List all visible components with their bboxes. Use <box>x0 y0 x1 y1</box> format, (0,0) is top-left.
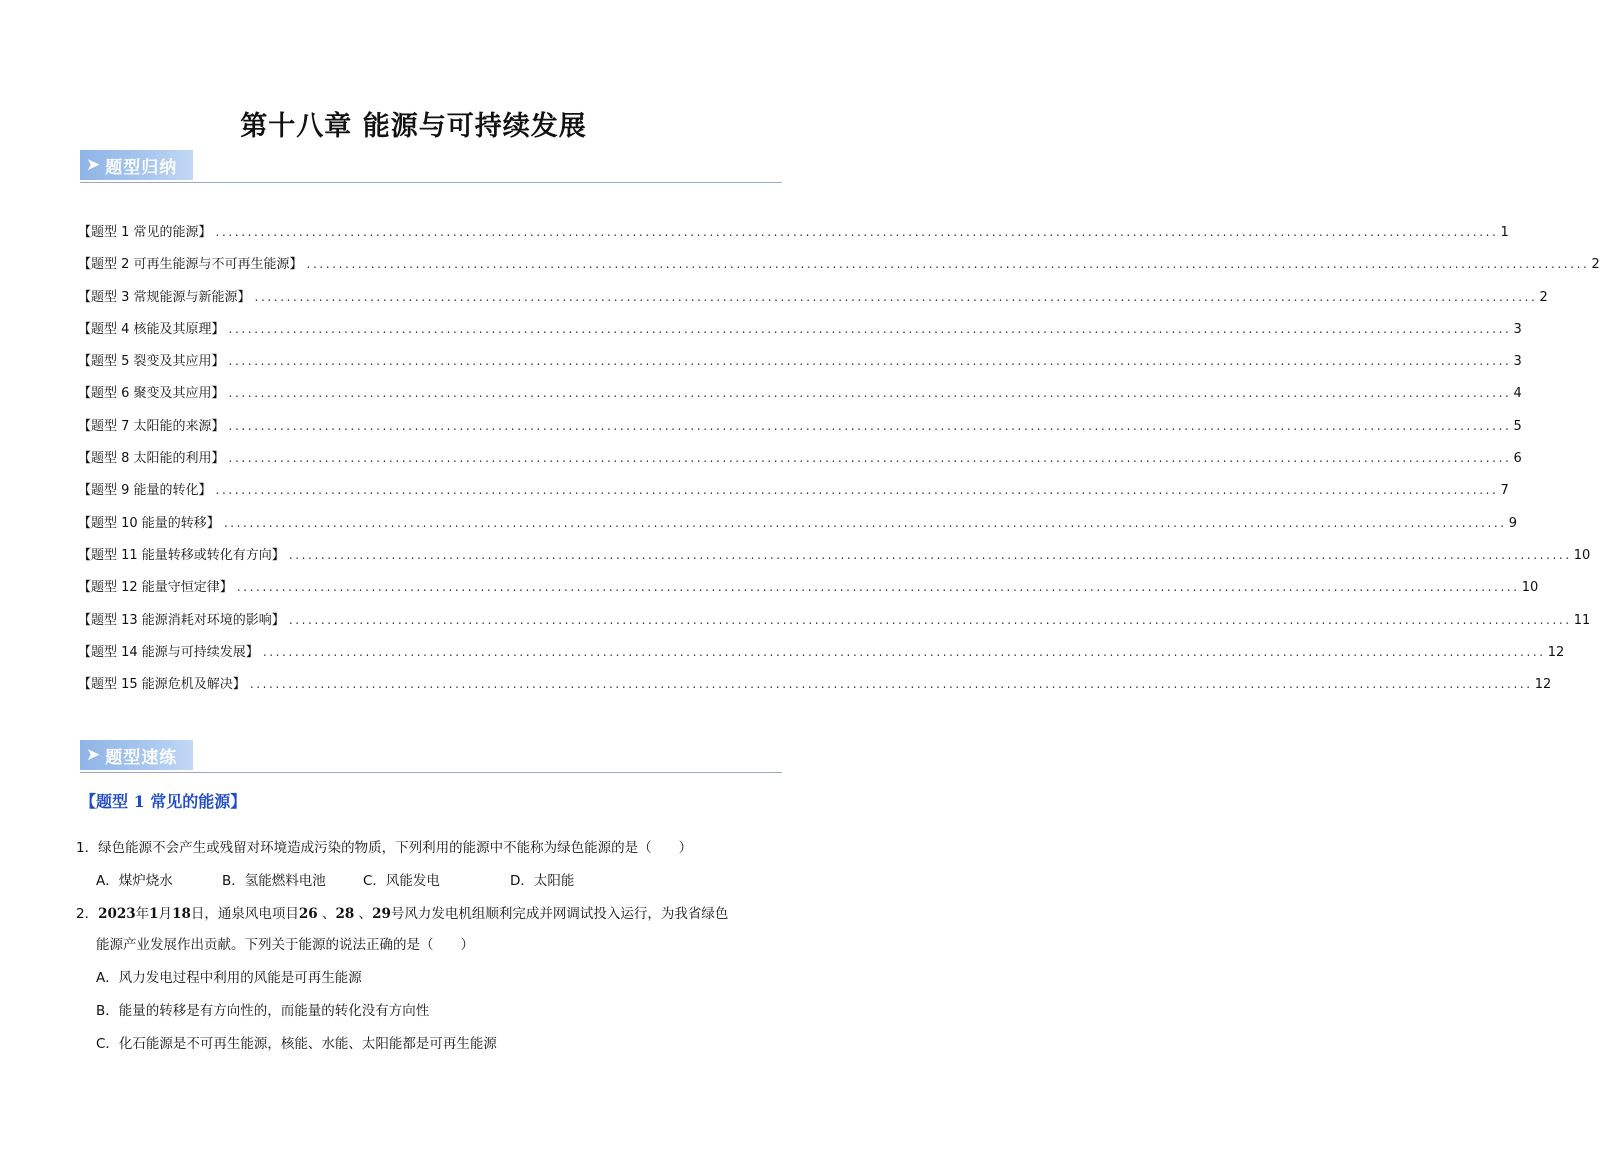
toc-leader-dots: ........................................................................................................................................................................................................ <box>249 677 1533 692</box>
toc-leader-dots: ........................................................................................................................................................................................................ <box>262 644 1546 659</box>
toc-leader-dots: ........................................................................................................................................................................................................ <box>254 289 1538 304</box>
section-tab <box>80 740 193 770</box>
toc-entry-label: 【题型 4 核能及其原理】 <box>78 321 225 337</box>
q2-month: 1 <box>149 906 159 922</box>
section-header-practice <box>80 740 782 774</box>
toc-entry-label: 【题型 12 能量守恒定律】 <box>78 580 233 596</box>
toc-entry[interactable] <box>78 512 1517 544</box>
toc-leader-dots: ........................................................................................................................................................................................................ <box>228 321 1512 336</box>
toc-entry-label: 【题型 8 太阳能的利用】 <box>78 451 225 467</box>
toc-entry[interactable] <box>78 641 1565 673</box>
table-of-contents <box>78 221 1600 705</box>
toc-leader-dots: ........................................................................................................................................................................................................ <box>228 386 1512 401</box>
divider <box>80 182 782 183</box>
toc-leader-dots: ........................................................................................................................................................................................................ <box>228 354 1512 369</box>
toc-entry-label: 【题型 11 能量转移或转化有方向】 <box>78 547 285 563</box>
toc-entry[interactable] <box>78 221 1509 253</box>
toc-entry[interactable] <box>78 576 1539 608</box>
question-1-text: 1．绿色能源不会产生或残留对环境造成污染的物质，下列利用的能源中不能称为绿色能源的是（ ） <box>76 840 693 856</box>
toc-entry-label: 【题型 5 裂变及其应用】 <box>78 354 225 370</box>
toc-leader-dots: ........................................................................................................................................................................................................ <box>288 612 1572 627</box>
toc-entry-label: 【题型 13 能源消耗对环境的影响】 <box>78 612 285 628</box>
section-label: 题型速练 <box>105 747 178 768</box>
toc-leader-dots: ........................................................................................................................................................................................................ <box>306 257 1590 272</box>
q2-number: 29 <box>372 906 391 922</box>
q2-text: 月 <box>158 906 173 922</box>
toc-entry[interactable] <box>78 318 1522 350</box>
question-2-line-1 <box>76 902 728 922</box>
q1-option-a: A．煤炉烧水 <box>96 873 173 889</box>
toc-leader-dots: ........................................................................................................................................................................................................ <box>223 515 1507 530</box>
page-title: 第十八章 能源与可持续发展 <box>240 111 587 142</box>
toc-entry[interactable] <box>78 350 1522 382</box>
q2-day: 18 <box>172 906 191 922</box>
toc-entry-page: 5 <box>1513 418 1522 434</box>
toc-entry[interactable] <box>78 673 1552 705</box>
toc-entry[interactable] <box>78 415 1522 447</box>
section-header-toc <box>80 150 782 184</box>
q2-sep: 、 <box>354 906 373 922</box>
toc-entry-page: 12 <box>1547 644 1565 660</box>
q2-number: 26 <box>298 906 318 922</box>
toc-entry[interactable] <box>78 382 1522 414</box>
section-label: 题型归纳 <box>105 157 178 178</box>
q2-option-c: C．化石能源是不可再生能源，核能、水能、太阳能都是可再生能源 <box>96 1036 497 1052</box>
q2-option-a: A．风力发电过程中利用的风能是可再生能源 <box>96 970 362 986</box>
q2-text: 年 <box>135 906 150 922</box>
toc-leader-dots: ........................................................................................................................................................................................................ <box>288 547 1572 562</box>
toc-entry-page: 2 <box>1539 289 1548 305</box>
toc-entry-label: 【题型 6 聚变及其应用】 <box>78 386 225 402</box>
q2-number: 28 <box>335 906 355 922</box>
toc-entry[interactable] <box>78 447 1522 479</box>
divider <box>80 772 782 773</box>
toc-entry-page: 6 <box>1513 451 1522 467</box>
q2-num: 2． <box>76 906 99 922</box>
topic-heading: 【题型 1 常见的能源】 <box>80 792 247 811</box>
toc-entry-page: 11 <box>1573 612 1591 628</box>
toc-entry-page: 3 <box>1513 354 1522 370</box>
section-tab <box>80 150 193 180</box>
toc-entry-page: 7 <box>1500 483 1509 499</box>
toc-entry-label: 【题型 9 能量的转化】 <box>78 483 212 499</box>
toc-entry-label: 【题型 10 能量的转移】 <box>78 515 220 531</box>
arrow-icon: ➤ <box>86 744 101 765</box>
question-2-line-2: 能源产业发展作出贡献。下列关于能源的说法正确的是（ ） <box>96 937 474 953</box>
q2-sep: 、 <box>317 906 336 922</box>
toc-entry-label: 【题型 1 常见的能源】 <box>78 225 212 240</box>
toc-entry-page: 12 <box>1534 677 1552 693</box>
toc-entry-label: 【题型 14 能源与可持续发展】 <box>78 644 259 660</box>
toc-entry-label: 【题型 7 太阳能的来源】 <box>78 418 225 434</box>
toc-entry[interactable] <box>78 479 1509 511</box>
toc-entry-page: 4 <box>1513 386 1522 402</box>
toc-entry-page: 10 <box>1521 580 1539 596</box>
toc-entry-label: 【题型 3 常规能源与新能源】 <box>78 289 251 305</box>
q1-option-c: C．风能发电 <box>363 873 440 889</box>
toc-entry-page: 10 <box>1573 547 1591 563</box>
q2-option-b: B．能量的转移是有方向性的，而能量的转化没有方向性 <box>96 1003 430 1019</box>
q2-year: 2023 <box>98 906 136 922</box>
toc-entry[interactable] <box>78 609 1591 641</box>
toc-entry-label: 【题型 2 可再生能源与不可再生能源】 <box>78 257 303 273</box>
toc-leader-dots: ........................................................................................................................................................................................................ <box>228 451 1512 466</box>
toc-entry-page: 3 <box>1513 321 1522 337</box>
toc-entry-label: 【题型 15 能源危机及解决】 <box>78 677 246 693</box>
q2-text: 日，通泉风电项目 <box>190 906 299 922</box>
toc-leader-dots: ........................................................................................................................................................................................................ <box>228 418 1512 433</box>
toc-entry-page: 1 <box>1500 225 1509 240</box>
toc-entry[interactable] <box>78 286 1548 318</box>
toc-leader-dots: ........................................................................................................................................................................................................ <box>236 580 1520 595</box>
arrow-icon: ➤ <box>86 154 101 175</box>
q1-option-d: D．太阳能 <box>510 873 575 889</box>
toc-entry[interactable] <box>78 544 1591 576</box>
toc-entry-page: 2 <box>1591 257 1600 273</box>
q1-option-b: B．氢能燃料电池 <box>222 873 326 889</box>
toc-leader-dots: ........................................................................................................................................................................................................ <box>215 483 1499 498</box>
toc-entry[interactable] <box>78 253 1600 285</box>
toc-entry-page: 9 <box>1508 515 1517 531</box>
toc-leader-dots: ........................................................................................................................................................................................................ <box>215 225 1499 239</box>
q2-text: 号风力发电机组顺利完成并网调试投入运行，为我省绿色 <box>390 906 729 922</box>
